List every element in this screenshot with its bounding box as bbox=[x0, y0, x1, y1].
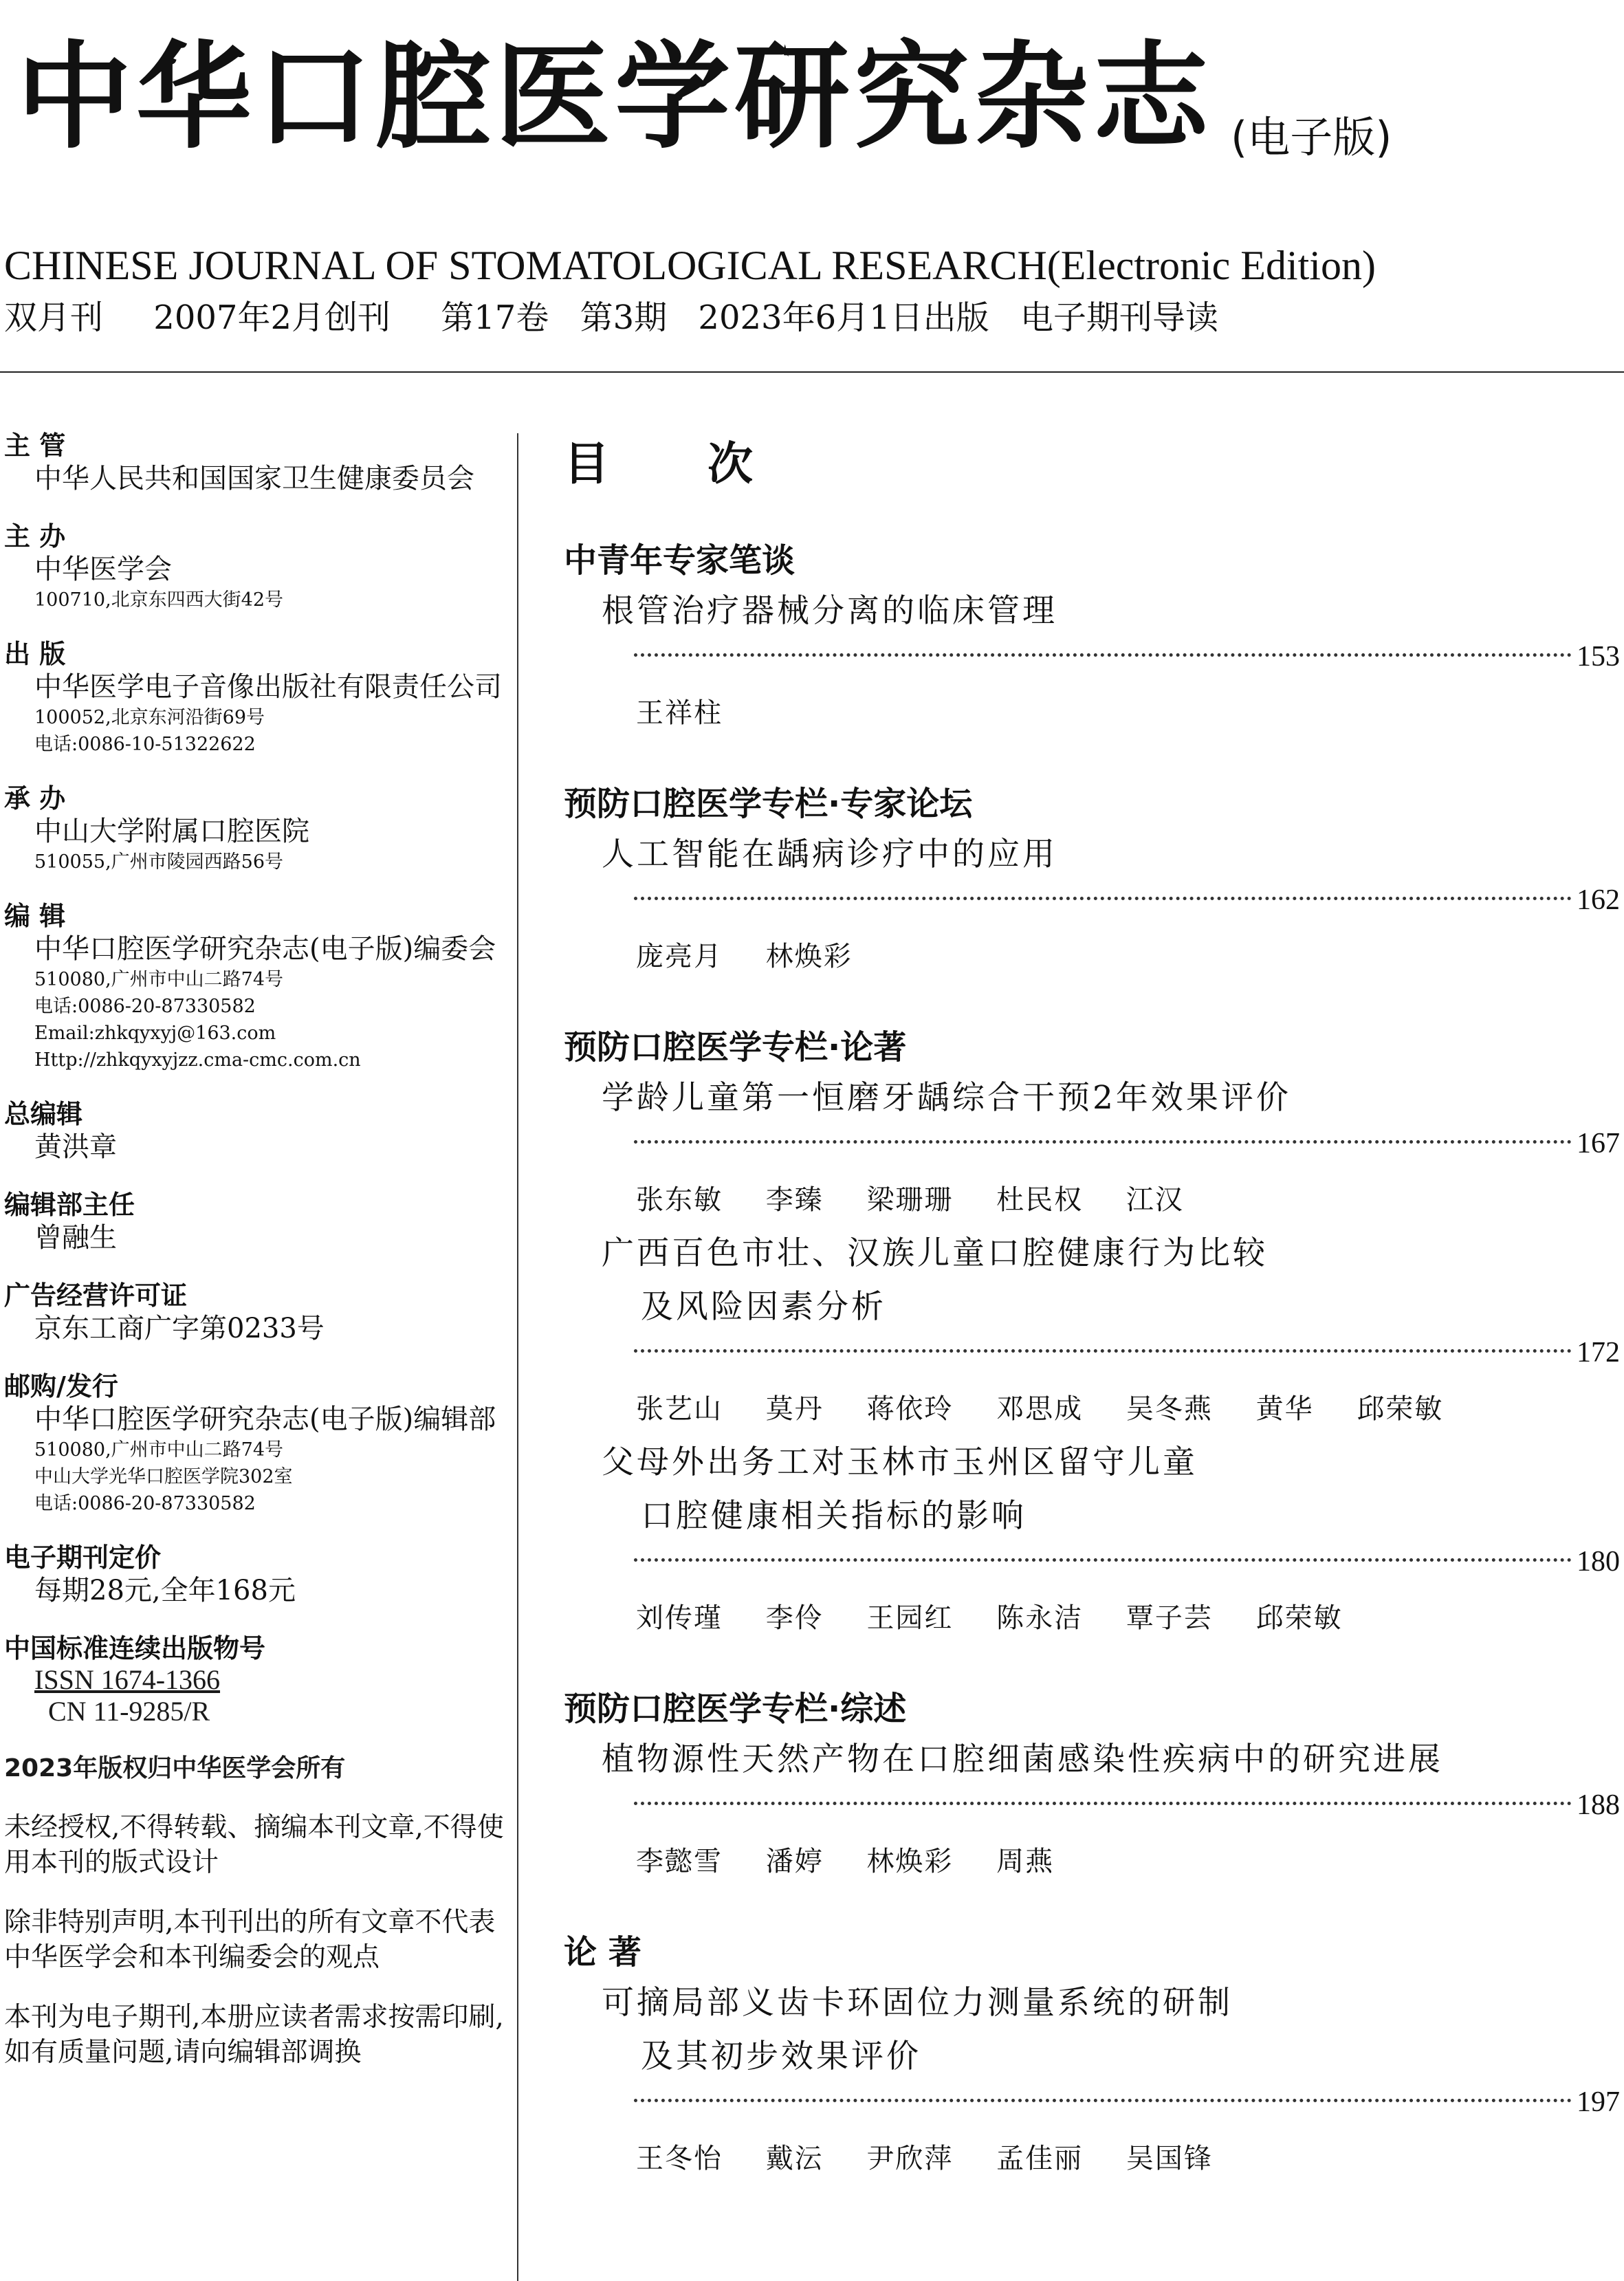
notice-disclaimer-block bbox=[0, 1905, 509, 1975]
toc-article[interactable] bbox=[564, 585, 1624, 740]
dot-leader bbox=[634, 1787, 1620, 1835]
author: 邱荣敏 bbox=[1357, 1393, 1444, 1425]
article-authors bbox=[636, 686, 1624, 740]
masthead bbox=[0, 0, 1624, 375]
issue: 第3期 bbox=[580, 298, 668, 337]
article-title[interactable]: 人工智能在龋病诊疗中的应用 bbox=[602, 836, 1057, 873]
article-title[interactable]: 可摘局部义齿卡环固位力测量系统的研制 bbox=[602, 1984, 1233, 2022]
price-value: 每期28元,全年168元 bbox=[34, 1575, 296, 1606]
article-title[interactable]: 父母外出务工对玉林市玉州区留守儿童 bbox=[602, 1443, 1198, 1481]
distribution-value: 中华口腔医学研究杂志(电子版)编辑部 bbox=[34, 1404, 496, 1435]
notice-reprint-block bbox=[0, 1810, 509, 1880]
toc-section bbox=[564, 536, 1624, 740]
author: 潘婷 bbox=[765, 1846, 824, 1877]
serial-number-block bbox=[0, 1633, 509, 1727]
article-title[interactable]: 根管治疗器械分离的临床管理 bbox=[602, 592, 1057, 630]
author: 庞亮月 bbox=[636, 941, 723, 972]
masthead-divider bbox=[0, 371, 1624, 373]
organizer-address: 510055,广州市陵园西路56号 bbox=[34, 851, 284, 873]
author: 蒋依玲 bbox=[866, 1393, 954, 1425]
publisher-phone: 电话:0086-10-51322622 bbox=[34, 734, 256, 755]
article-title[interactable]: 植物源性天然产物在口腔细菌感染性疾病中的研究进展 bbox=[602, 1740, 1443, 1778]
journal-title-cn: 中华口腔医学研究杂志 bbox=[17, 28, 1213, 164]
author: 邓思成 bbox=[996, 1393, 1084, 1425]
column-divider bbox=[517, 433, 518, 2281]
author: 张东敏 bbox=[636, 1184, 723, 1216]
frequency: 双月刊 bbox=[4, 298, 104, 337]
article-page: 197 bbox=[1577, 2086, 1620, 2118]
organizer-block bbox=[0, 783, 509, 875]
toc-section bbox=[564, 1685, 1624, 1888]
article-authors bbox=[636, 1835, 1624, 1888]
article-page: 162 bbox=[1577, 884, 1620, 916]
toc-section bbox=[564, 780, 1624, 983]
distribution-label: 邮购/发行 bbox=[4, 1371, 118, 1401]
guide-label: 电子期刊导读 bbox=[1020, 298, 1218, 337]
toc-article[interactable] bbox=[564, 1071, 1624, 1227]
author: 张艺山 bbox=[636, 1393, 723, 1425]
dot-leader bbox=[634, 1125, 1620, 1173]
distribution-address: 510080,广州市中山二路74号 bbox=[34, 1439, 284, 1461]
editor-address: 510080,广州市中山二路74号 bbox=[34, 969, 284, 990]
author: 孟佳丽 bbox=[996, 2143, 1084, 2174]
supervisor-value: 中华人民共和国国家卫生健康委员会 bbox=[34, 463, 474, 494]
publisher-block bbox=[0, 638, 509, 758]
dot-leader bbox=[634, 2084, 1620, 2132]
notice-reprint: 未经授权,不得转载、摘编本刊文章,不得使用本刊的版式设计 bbox=[4, 1812, 504, 1878]
office-director-value: 曾融生 bbox=[34, 1222, 117, 1254]
editor-block bbox=[0, 900, 509, 1073]
author: 王冬怡 bbox=[636, 2143, 723, 2174]
price-block bbox=[0, 1542, 509, 1608]
editor-phone: 电话:0086-20-87330582 bbox=[34, 996, 256, 1017]
dot-leader bbox=[634, 1334, 1620, 1382]
founded-date: 2007年2月创刊 bbox=[153, 298, 391, 337]
author: 刘传瑾 bbox=[636, 1602, 723, 1634]
author: 李懿雪 bbox=[636, 1846, 723, 1877]
sponsor-block bbox=[0, 521, 509, 613]
colophon-sidebar bbox=[0, 430, 509, 2095]
article-title-continued[interactable]: 及其初步效果评价 bbox=[641, 2038, 921, 2075]
author: 莫丹 bbox=[765, 1393, 824, 1425]
copyright-text: 2023年版权归中华医学会所有 bbox=[4, 1754, 346, 1782]
sponsor-value: 中华医学会 bbox=[34, 554, 172, 585]
toc-article[interactable] bbox=[564, 1733, 1624, 1888]
supervisor-label: 主 管 bbox=[4, 430, 66, 461]
article-title[interactable]: 学龄儿童第一恒磨牙龋综合干预2年效果评价 bbox=[602, 1079, 1291, 1117]
publish-date: 2023年6月1日出版 bbox=[698, 298, 989, 337]
publication-info bbox=[4, 296, 1258, 340]
publisher-address: 100052,北京东河沿街69号 bbox=[34, 707, 265, 728]
section-title: 预防口腔医学专栏·综述 bbox=[564, 1690, 907, 1728]
office-director-label: 编辑部主任 bbox=[4, 1190, 135, 1220]
sponsor-address: 100710,北京东四西大街42号 bbox=[34, 589, 284, 611]
author: 覃子芸 bbox=[1126, 1602, 1213, 1634]
price-label: 电子期刊定价 bbox=[4, 1542, 162, 1573]
notice-print-on-demand: 本刊为电子期刊,本册应读者需求按需印刷,如有质量问题,请向编辑部调换 bbox=[4, 2002, 504, 2068]
author: 周燕 bbox=[996, 1846, 1055, 1877]
section-title: 预防口腔医学专栏·专家论坛 bbox=[564, 785, 973, 823]
author: 林焕彩 bbox=[866, 1846, 954, 1877]
author: 吴国锋 bbox=[1126, 2143, 1213, 2174]
article-authors bbox=[636, 1173, 1624, 1227]
section-title: 中青年专家笔谈 bbox=[564, 541, 795, 580]
volume: 第17卷 bbox=[441, 298, 549, 337]
author: 黄华 bbox=[1255, 1393, 1314, 1425]
author: 李臻 bbox=[765, 1184, 824, 1216]
article-authors bbox=[636, 930, 1624, 983]
section-title: 预防口腔医学专栏·论著 bbox=[564, 1028, 907, 1067]
chief-editor-value: 黄洪章 bbox=[34, 1131, 117, 1163]
journal-title-en: CHINESE JOURNAL OF STOMATOLOGICAL RESEARCH(Electronic Edition) bbox=[4, 243, 1376, 288]
publisher-label: 出 版 bbox=[4, 639, 66, 669]
author: 吴冬燕 bbox=[1126, 1393, 1213, 1425]
article-page: 167 bbox=[1577, 1128, 1620, 1159]
supervisor-block bbox=[0, 430, 509, 496]
table-of-contents bbox=[564, 426, 1624, 2225]
chief-editor-label: 总编辑 bbox=[4, 1099, 83, 1129]
article-authors bbox=[636, 2132, 1624, 2185]
toc-article[interactable] bbox=[564, 1976, 1624, 2185]
author: 林焕彩 bbox=[765, 941, 853, 972]
sponsor-label: 主 办 bbox=[4, 521, 66, 552]
author: 戴沄 bbox=[765, 2143, 824, 2174]
issn-block bbox=[34, 1664, 509, 1727]
toc-article[interactable] bbox=[564, 828, 1624, 983]
author: 王园红 bbox=[866, 1602, 954, 1634]
author: 陈永洁 bbox=[996, 1602, 1084, 1634]
toc-article[interactable] bbox=[564, 1227, 1624, 1436]
dot-leader bbox=[634, 882, 1620, 930]
edition-label: (电子版) bbox=[1231, 112, 1392, 162]
dot-leader bbox=[634, 638, 1620, 686]
toc-section bbox=[564, 1023, 1624, 1645]
editor-label: 编 辑 bbox=[4, 901, 66, 931]
author: 王祥柱 bbox=[636, 697, 723, 729]
ad-license-value: 京东工商广字第0233号 bbox=[34, 1313, 325, 1344]
ad-license-block bbox=[0, 1280, 509, 1346]
organizer-value: 中山大学附属口腔医院 bbox=[34, 816, 309, 847]
cn-number: CN 11-9285/R bbox=[48, 1696, 210, 1727]
editor-value: 中华口腔医学研究杂志(电子版)编委会 bbox=[34, 933, 496, 965]
publisher-value: 中华医学电子音像出版社有限责任公司 bbox=[34, 671, 502, 703]
article-page: 153 bbox=[1577, 641, 1620, 673]
chief-editor-block bbox=[0, 1098, 509, 1164]
article-title-continued[interactable]: 及风险因素分析 bbox=[641, 1288, 886, 1326]
organizer-label: 承 办 bbox=[4, 783, 66, 814]
notice-print-block bbox=[0, 2000, 509, 2070]
author: 邱荣敏 bbox=[1255, 1602, 1343, 1634]
distribution-block bbox=[0, 1371, 509, 1517]
dot-leader bbox=[634, 1543, 1620, 1591]
author: 梁珊珊 bbox=[866, 1184, 954, 1216]
article-authors bbox=[636, 1591, 1624, 1645]
article-page: 180 bbox=[1577, 1546, 1620, 1578]
editor-email: Email:zhkqyxyj@163.com bbox=[34, 1023, 276, 1044]
editor-website: Http://zhkqyxyjzz.cma-cmc.com.cn bbox=[34, 1049, 361, 1071]
article-authors bbox=[636, 1382, 1624, 1436]
article-page: 188 bbox=[1577, 1789, 1620, 1821]
ad-license-label: 广告经营许可证 bbox=[4, 1280, 188, 1311]
notice-disclaimer: 除非特别声明,本刊刊出的所有文章不代表中华医学会和本刊编委会的观点 bbox=[4, 1907, 496, 1973]
author: 杜民权 bbox=[996, 1184, 1084, 1216]
distribution-phone: 电话:0086-20-87330582 bbox=[34, 1493, 256, 1514]
toc-section bbox=[564, 1928, 1624, 2185]
serial-number-label: 中国标准连续出版物号 bbox=[4, 1633, 266, 1663]
section-title: 论 著 bbox=[564, 1933, 641, 1972]
author: 李伶 bbox=[765, 1602, 824, 1634]
toc-article[interactable] bbox=[564, 1436, 1624, 1645]
issn-number: ISSN 1674-1366 bbox=[34, 1664, 221, 1695]
article-title[interactable]: 广西百色市壮、汉族儿童口腔健康行为比较 bbox=[602, 1234, 1268, 1272]
distribution-address-2: 中山大学光华口腔医学院302室 bbox=[34, 1466, 293, 1487]
copyright-block bbox=[0, 1752, 509, 1785]
author: 尹欣萍 bbox=[866, 2143, 954, 2174]
author: 江汉 bbox=[1126, 1184, 1184, 1216]
article-title-continued[interactable]: 口腔健康相关指标的影响 bbox=[641, 1497, 1027, 1535]
article-page: 172 bbox=[1577, 1337, 1620, 1368]
toc-heading: 目 次 bbox=[564, 437, 794, 490]
office-director-block bbox=[0, 1189, 509, 1255]
